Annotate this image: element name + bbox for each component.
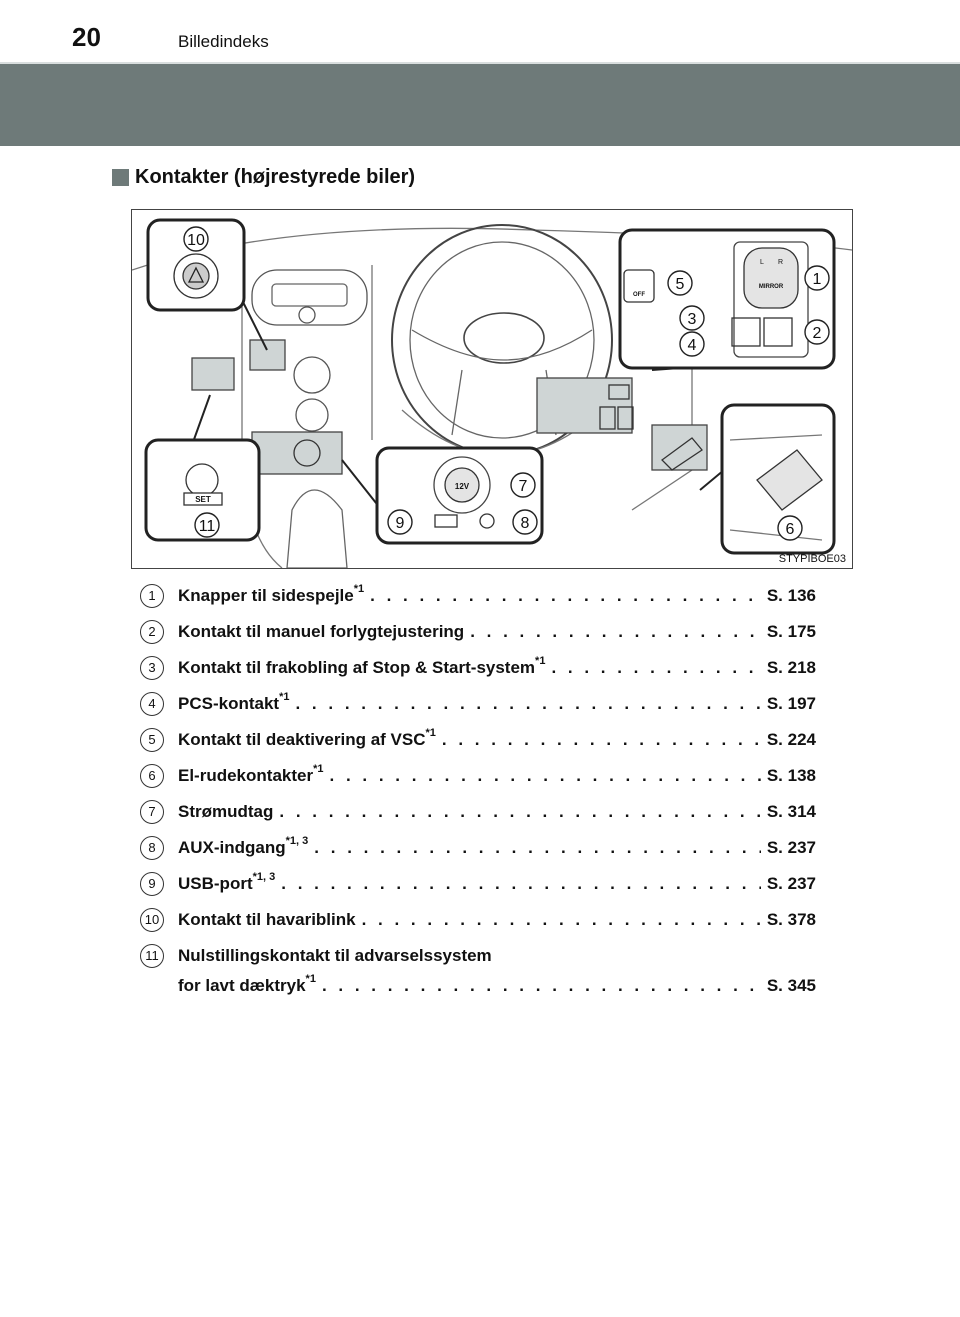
leader-dots <box>281 874 761 894</box>
item-number: 10 <box>140 908 164 932</box>
callout-10: 10 <box>187 232 205 249</box>
item-label: Strømudtag <box>178 802 274 821</box>
callout-6: 6 <box>785 521 795 538</box>
item-label: AUX-indgang <box>178 838 286 857</box>
item-label: PCS-kontakt <box>178 694 280 713</box>
callout-2: 2 <box>812 325 822 342</box>
callout-5: 5 <box>675 276 685 293</box>
item-number: 4 <box>140 692 164 716</box>
item-number: 2 <box>140 620 164 644</box>
list-item <box>140 616 820 646</box>
item-label: El-rudekontakter <box>178 766 314 785</box>
item-number: 3 <box>140 656 164 680</box>
page-reference[interactable]: S. 237 <box>766 874 816 893</box>
callout-8: 8 <box>520 515 530 532</box>
callout-9: 9 <box>395 515 405 532</box>
leader-dots <box>295 694 760 714</box>
list-item <box>140 832 820 862</box>
item-number: 1 <box>140 584 164 608</box>
item-label-continued: for lavt dæktryk <box>178 976 306 995</box>
list-item <box>140 904 820 934</box>
page-number: 20 <box>72 22 101 52</box>
figure-code: STYPIBOE03 <box>778 553 846 565</box>
item-label: USB-port <box>178 874 253 893</box>
item-number: 7 <box>140 800 164 824</box>
page-header <box>0 0 960 62</box>
off-label: OFF <box>633 292 645 298</box>
callout-7: 7 <box>518 478 528 495</box>
section-title <box>112 166 415 189</box>
12v-label: 12V <box>454 482 470 491</box>
page-reference[interactable]: S. 136 <box>766 586 816 605</box>
item-footnote: *1 <box>535 655 546 668</box>
leader-dots <box>279 802 760 822</box>
section-name: Billedindeks <box>178 32 269 51</box>
leader-dots <box>551 658 760 678</box>
dashboard-drawing <box>132 210 852 568</box>
leader-dots <box>370 586 761 606</box>
item-label: Knapper til sidespejle <box>178 586 354 605</box>
item-footnote: *1, 3 <box>252 871 276 884</box>
item-number: 5 <box>140 728 164 752</box>
list-item <box>140 724 820 754</box>
page-reference[interactable]: S. 378 <box>766 910 816 929</box>
list-item <box>140 940 820 1006</box>
page-reference[interactable]: S. 224 <box>766 730 816 749</box>
leader-dots <box>314 838 761 858</box>
page-reference[interactable]: S. 197 <box>766 694 816 713</box>
page-reference[interactable]: S. 237 <box>766 838 816 857</box>
list-item <box>140 796 820 826</box>
page-reference[interactable]: S. 138 <box>766 766 816 785</box>
leader-dots <box>322 976 761 996</box>
mirror-label: MIRROR <box>758 284 784 290</box>
list-item <box>140 688 820 718</box>
item-footnote: *1 <box>425 727 436 740</box>
header-band <box>0 62 960 146</box>
page-reference[interactable]: S. 218 <box>766 658 816 677</box>
item-footnote: *1 <box>305 973 316 986</box>
mirror-l-label: L <box>760 259 764 266</box>
leader-dots <box>442 730 761 750</box>
leader-dots <box>330 766 761 786</box>
callout-1: 1 <box>812 271 822 288</box>
item-number: 9 <box>140 872 164 896</box>
list-item <box>140 652 820 682</box>
set-label: SET <box>195 495 211 504</box>
list-item <box>140 868 820 898</box>
item-label: Kontakt til frakobling af Stop & Start-system <box>178 658 536 677</box>
leader-dots <box>362 910 761 930</box>
item-label: Kontakt til manuel forlygtejustering <box>178 622 465 641</box>
item-footnote: *1 <box>353 583 365 596</box>
callout-4: 4 <box>687 337 697 354</box>
list-item <box>140 580 820 610</box>
item-footnote: *1 <box>279 691 290 704</box>
item-number: 11 <box>140 944 164 968</box>
list-item <box>140 760 820 790</box>
leader-dots <box>470 622 761 642</box>
callout-11: 11 <box>198 518 216 535</box>
item-label: Kontakt til deaktivering af VSC <box>178 730 426 749</box>
item-label: Kontakt til havariblink <box>178 910 356 929</box>
page-reference[interactable]: S. 314 <box>766 802 816 821</box>
page-reference[interactable]: S. 345 <box>766 976 816 995</box>
item-footnote: *1, 3 <box>285 835 309 848</box>
item-number: 8 <box>140 836 164 860</box>
mirror-r-label: R <box>778 259 784 266</box>
section-title-text: Kontakter (højrestyrede biler) <box>135 166 416 188</box>
callout-3: 3 <box>687 311 697 328</box>
item-label: Nulstillingskontakt til advarselssystem <box>178 946 492 965</box>
dashboard-illustration <box>131 209 853 569</box>
item-number: 6 <box>140 764 164 788</box>
section-marker-icon <box>112 169 129 186</box>
page-reference[interactable]: S. 175 <box>766 622 816 641</box>
item-footnote: *1 <box>313 763 324 776</box>
